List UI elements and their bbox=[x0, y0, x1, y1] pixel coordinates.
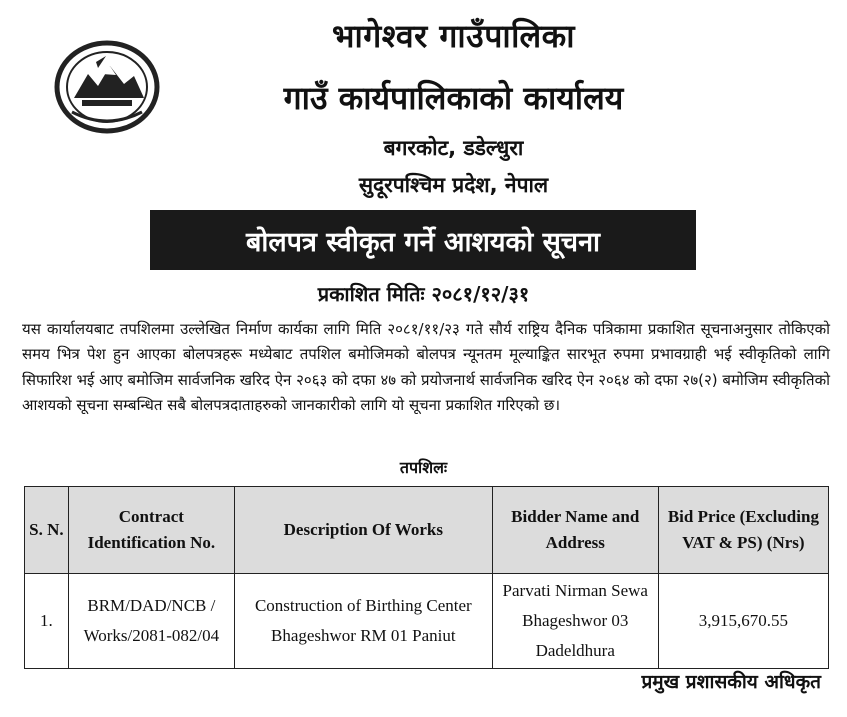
header-serial-number: S. N. bbox=[25, 487, 69, 574]
table-row bbox=[25, 574, 829, 669]
header-description: Description Of Works bbox=[234, 487, 492, 574]
notice-title: बोलपत्र स्वीकृत गर्ने आशयको सूचना bbox=[245, 226, 601, 258]
cell-serial-number: 1. bbox=[25, 574, 69, 669]
office-address: बगरकोट, डडेल्धुरा bbox=[383, 136, 524, 160]
signatory-title: प्रमुख प्रशासकीय अधिकृत bbox=[641, 671, 821, 693]
office-name: गाउँ कार्यपालिकाको कार्यालय bbox=[283, 79, 624, 117]
notice-title-banner bbox=[150, 210, 696, 270]
cell-bid-price: 3,915,670.55 bbox=[658, 574, 828, 669]
header-bid-price: Bid Price (Excluding VAT & PS) (Nrs) bbox=[658, 487, 828, 574]
cell-contract-id: BRM/DAD/NCB / Works/2081-082/04 bbox=[68, 574, 234, 669]
details-label: तपशिलः bbox=[399, 458, 448, 477]
table-header-row bbox=[25, 487, 829, 574]
province-line: सुदूरपश्चिम प्रदेश, नेपाल bbox=[358, 173, 549, 197]
published-date: प्रकाशित मितिः २०८१/१२/३१ bbox=[317, 282, 530, 306]
cell-bidder: Parvati Nirman Sewa Bhageshwor 03 Dadeldhura bbox=[492, 574, 658, 669]
contract-details-table bbox=[24, 486, 829, 669]
header-contract-id: Contract Identification No. bbox=[68, 487, 234, 574]
notice-body-text: यस कार्यालयबाट तपशिलमा उल्लेखित निर्माण कार्यका लागि मिति २०८१/११/२३ गते सौर्य राष्ट्रिय दैनिक पत्रिकामा प्रकाशित सूचनाअनुसार तोकिएको समय भित्र पेश हुन आएका बोलपत्रहरू मध्येबाट तपशिल बमोजिमको बोलपत्र न्यूनतम मूल्याङ्कित सारभूत रुपमा प्रभावग्राही भई स्वीकृतिको लागि सिफारिश भई आए बमोजिम सार्वजनिक खरिद ऐन २०६३ को दफा ४७ को प्रयोजनार्थ सार्वजनिक खरिद ऐन २०६४ को दफा २७(२) बमोजिम स्वीकृतिको आशयको सूचना सम्बन्धित सबै बोलपत्रदाताहरुको जानकारीको लागि यो सूचना प्रकाशित गरिएको छ। bbox=[22, 320, 830, 414]
municipality-name: भागेश्वर गाउँपालिका bbox=[331, 17, 576, 55]
header-bidder: Bidder Name and Address bbox=[492, 487, 658, 574]
cell-description: Construction of Birthing Center Bhageshwor RM 01 Paniut bbox=[234, 574, 492, 669]
